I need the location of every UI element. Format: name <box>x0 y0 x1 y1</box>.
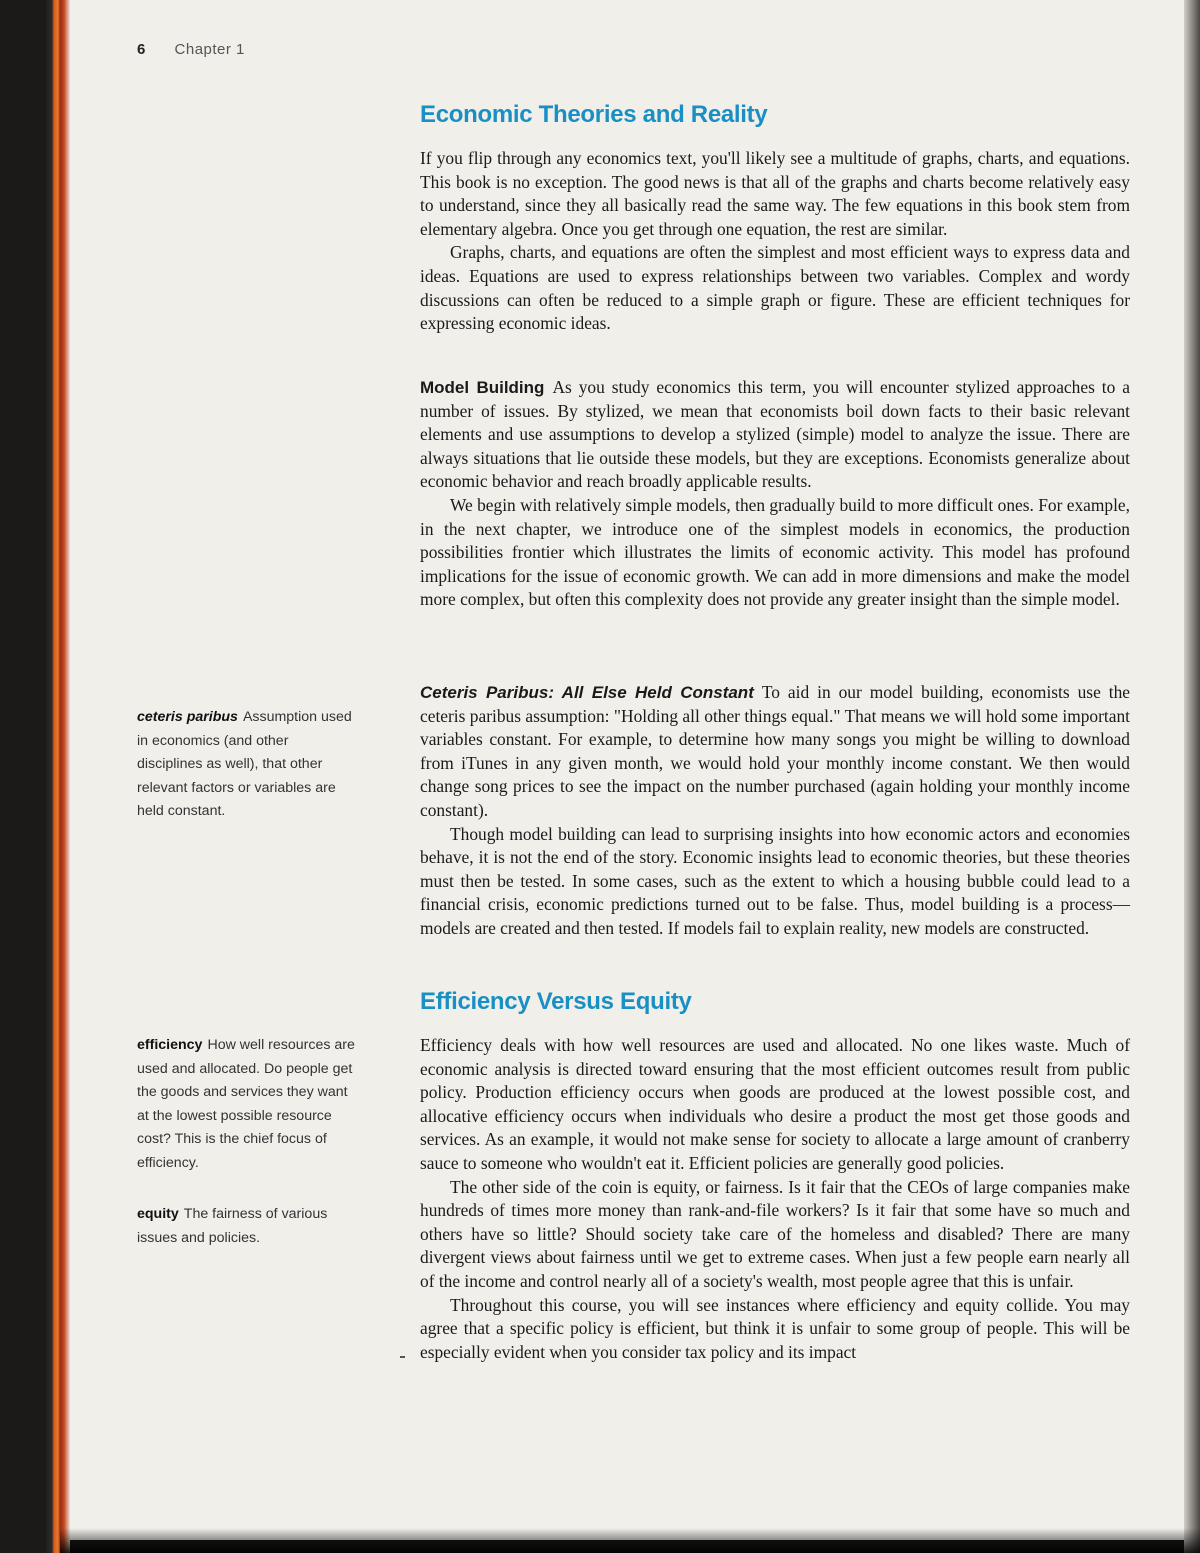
paragraph: Though model building can lead to surprising insights into how economic actors and economies behave, it is not the end of the story. Economic insights lead to economic theories, but these theories must then be tested. In some cases, such as the extent to which a housing bubble could lead to a financial crisis, economic predictions turned out to be false. Thus, model building is a process—models are created and then tested. If models fail to explain reality, new models are constructed. <box>420 823 1130 938</box>
paragraph: We begin with relatively simple models, then gradually build to more difficult ones. For example, in the next chapter, we introduce one of the simplest models in economics, the production possibilities frontier which illustrates the limits of economic activity. This model has profound implications for the issue of economic growth. We can add in more dimensions and make the model more complex, but often this complexity does not provide any greater insight than the simple model. <box>420 494 1130 610</box>
paragraph: Throughout this course, you will see instances where efficiency and equity collide. You may agree that a specific policy is efficient, but think it is unfair to some group of people. This will be especially evident when you consider tax policy and its impact <box>420 1294 1130 1362</box>
section-efficiency <box>420 988 1130 1016</box>
theories-body <box>420 147 1130 336</box>
glossary-term: efficiency <box>137 1037 203 1053</box>
glossary-efficiency <box>137 1034 357 1176</box>
paragraph: The other side of the coin is equity, or fairness. Is it fair that the CEOs of large companies make hundreds of times more money than rank-and-file workers? Is it fair that some have so much and others have so little? Should society take care of the homeless and disabled? There are many divergent views about fairness until we get to extreme cases. When just a few people earn nearly all of the income and control nearly all of a society's wealth, most people agree that this is unfair. <box>420 1176 1130 1291</box>
section-theories <box>420 101 1130 129</box>
paragraph: If you flip through any economics text, you'll likely see a multitude of graphs, charts, and equations. This book is no exception. The good news is that all of the graphs and charts become relatively easy to understand, since they all basically read the same way. The few equations in this book stem from elementary algebra. Once you get through one equation, the rest are similar. <box>420 148 1130 239</box>
bottom-scan-shadow <box>60 1528 1200 1553</box>
chapter-label: Chapter 1 <box>174 41 245 58</box>
running-head <box>137 41 245 58</box>
runin-heading-model-building: Model Building <box>420 378 545 397</box>
page-binding-edge <box>46 0 70 1553</box>
glossary-equity <box>137 1203 357 1250</box>
section-model-building <box>420 376 1130 612</box>
paragraph-text: To aid in our model building, economists use the ceteris paribus assumption: "Holding all other things equal." That means we will hold some important variables constant. For example, to determine how many songs you might be willing to download from iTunes in any given month, we would hold your monthly income constant. We then would change song prices to see the impact on the number purchased (again holding your monthly income constant). <box>420 682 1130 820</box>
glossary-definition: Assumption used in economics (and other disciplines as well), that other relevant factors or variables are held constant. <box>137 709 352 820</box>
glossary-ceteris-paribus <box>137 706 357 824</box>
paragraph: Graphs, charts, and equations are often the simplest and most efficient ways to express data and ideas. Equations are used to express relationships between two variables. Complex and wordy discussions can often be reduced to a simple graph or figure. These are efficient techniques for expressing economic ideas. <box>420 242 1130 334</box>
glossary-definition: How well resources are used and allocated. Do people get the goods and services they want at the lowest possible resource cost? This is the chief focus of efficiency. <box>137 1037 355 1171</box>
section-ceteris-paribus <box>420 681 1130 941</box>
paragraph-text: As you study economics this term, you will encounter stylized approaches to a number of issues. By stylized, we mean that economists boil down facts to their basic relevant elements and use assumptions to develop a stylized (simple) model to analyze the issue. There are always situations that lie outside these models, but they are exceptions. Economists generalize about economic behavior and reach broadly applicable results. <box>420 377 1130 492</box>
section-heading-efficiency: Efficiency Versus Equity <box>420 988 692 1015</box>
glossary-term: equity <box>137 1206 179 1222</box>
efficiency-body <box>420 1034 1130 1364</box>
page-number: 6 <box>137 41 146 58</box>
margin-mark <box>400 1356 405 1358</box>
glossary-definition: The fairness of various issues and policies. <box>137 1206 328 1246</box>
glossary-term: ceteris paribus <box>137 709 238 725</box>
page-curl-shadow <box>1184 0 1200 1553</box>
paragraph: Efficiency deals with how well resources are used and allocated. No one likes waste. Much of economic analysis is directed toward ensuring that the most efficient outcomes result from public policy. Production efficiency occurs when goods are produced at the lowest possible cost, and allocative efficiency occurs when individuals who desire a product the most get those goods and services. As an example, it would not make sense for society to allocate a large amount of cranberry sauce to someone who wouldn't eat it. Efficient policies are generally good policies. <box>420 1035 1130 1173</box>
section-heading-theories: Economic Theories and Reality <box>420 101 768 128</box>
runin-heading-ceteris: Ceteris Paribus: All Else Held Constant <box>420 683 754 702</box>
